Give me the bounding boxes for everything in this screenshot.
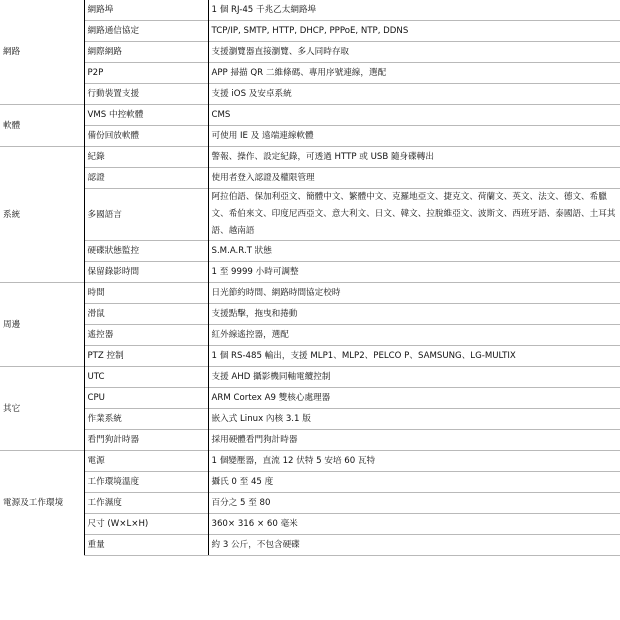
spec-value: TCP/IP, SMTP, HTTP, DHCP, PPPoE, NTP, DDNS: [208, 21, 620, 42]
table-row: [0, 283, 620, 304]
table-row: [0, 126, 620, 147]
table-row: [0, 472, 620, 493]
table-row: [0, 346, 620, 367]
spec-value: CMS: [208, 105, 620, 126]
spec-item: 認證: [84, 168, 208, 189]
spec-item: CPU: [84, 388, 208, 409]
spec-value: 警報、操作、設定紀錄，可透過 HTTP 或 USB 隨身碟轉出: [208, 147, 620, 168]
spec-value: 支援 iOS 及安卓系統: [208, 84, 620, 105]
table-row: [0, 42, 620, 63]
table-row: [0, 0, 620, 21]
spec-item: 工作濕度: [84, 493, 208, 514]
category-peripherals: 周邊: [0, 283, 84, 367]
spec-value: 使用者登入認證及權限管理: [208, 168, 620, 189]
spec-item: 重量: [84, 535, 208, 556]
spec-item: 滑鼠: [84, 304, 208, 325]
spec-item: 備份回放軟體: [84, 126, 208, 147]
spec-value: 約 3 公斤，不包含硬碟: [208, 535, 620, 556]
spec-value: APP 掃描 QR 二維條碼、專用序號連線，選配: [208, 63, 620, 84]
table-row: [0, 325, 620, 346]
spec-item: VMS 中控軟體: [84, 105, 208, 126]
category-power-environment: 電源及工作環境: [0, 451, 84, 556]
spec-value: 1 個 RS-485 輸出，支援 MLP1、MLP2、PELCO P、SAMSUNG、LG-MULTIX: [208, 346, 620, 367]
spec-value: 支援瀏覽器直接瀏覽、多人同時存取: [208, 42, 620, 63]
table-row: [0, 63, 620, 84]
spec-value: 嵌入式 Linux 內核 3.1 版: [208, 409, 620, 430]
spec-item: 多國語言: [84, 189, 208, 241]
spec-value: S.M.A.R.T 狀態: [208, 241, 620, 262]
spec-value: 採用硬體看門狗計時器: [208, 430, 620, 451]
spec-value: 可使用 IE 及 遠端連線軟體: [208, 126, 620, 147]
table-row: [0, 409, 620, 430]
spec-item: 紀錄: [84, 147, 208, 168]
table-row: [0, 168, 620, 189]
spec-value: 支援點擊，拖曳和捲動: [208, 304, 620, 325]
spec-item: 工作環境溫度: [84, 472, 208, 493]
table-row: [0, 367, 620, 388]
table-row: [0, 241, 620, 262]
category-system: 系統: [0, 147, 84, 283]
spec-item: UTC: [84, 367, 208, 388]
table-row: [0, 147, 620, 168]
spec-value: 支援 AHD 攝影機同軸電纜控制: [208, 367, 620, 388]
spec-item: 電源: [84, 451, 208, 472]
spec-item: 尺寸 (W×L×H): [84, 514, 208, 535]
spec-value: 1 個 RJ-45 千兆乙太網路埠: [208, 0, 620, 21]
table-row: [0, 514, 620, 535]
spec-item: 遙控器: [84, 325, 208, 346]
spec-item: 硬碟狀態監控: [84, 241, 208, 262]
spec-item: 作業系統: [84, 409, 208, 430]
table-row: [0, 84, 620, 105]
spec-value-languages: 阿拉伯語、保加利亞文、簡體中文、繁體中文、克羅地亞文、捷克文、荷蘭文、英文、法文、德文、希臘文、希伯來文、印度尼西亞文、意大利文、日文、韓文、拉脫維亞文、波斯文、西班牙語、泰國語、土耳其語、越南語: [208, 189, 620, 241]
table-row: [0, 388, 620, 409]
table-row: [0, 493, 620, 514]
table-row: [0, 535, 620, 556]
category-software: 軟體: [0, 105, 84, 147]
category-network: 網路: [3, 47, 21, 57]
spec-value: 紅外線遙控器，選配: [208, 325, 620, 346]
table-row: [0, 262, 620, 283]
spec-item: 網際網路: [84, 42, 208, 63]
table-row: [0, 105, 620, 126]
spec-item: PTZ 控制: [84, 346, 208, 367]
spec-item: 時間: [84, 283, 208, 304]
spec-value: 攝氏 0 至 45 度: [208, 472, 620, 493]
spec-value: 日光節約時間、網路時間協定校時: [208, 283, 620, 304]
spec-item: 網路埠: [84, 0, 208, 21]
category-other: 其它: [0, 367, 84, 451]
spec-value: 1 至 9999 小時可調整: [208, 262, 620, 283]
spec-item: 行動裝置支援: [84, 84, 208, 105]
spec-value: ARM Cortex A9 雙核心處理器: [208, 388, 620, 409]
table-row: [0, 304, 620, 325]
spec-value: 百分之 5 至 80: [208, 493, 620, 514]
spec-item: 看門狗計時器: [84, 430, 208, 451]
spec-value: 1 個變壓器，直流 12 伏特 5 安培 60 瓦特: [208, 451, 620, 472]
spec-item: P2P: [84, 63, 208, 84]
table-row: [0, 21, 620, 42]
table-row: [0, 189, 620, 241]
table-row: [0, 451, 620, 472]
spec-item: 保留錄影時間: [84, 262, 208, 283]
table-row: [0, 430, 620, 451]
spec-item: 網路通信協定: [84, 21, 208, 42]
spec-value: 360× 316 × 60 毫米: [208, 514, 620, 535]
